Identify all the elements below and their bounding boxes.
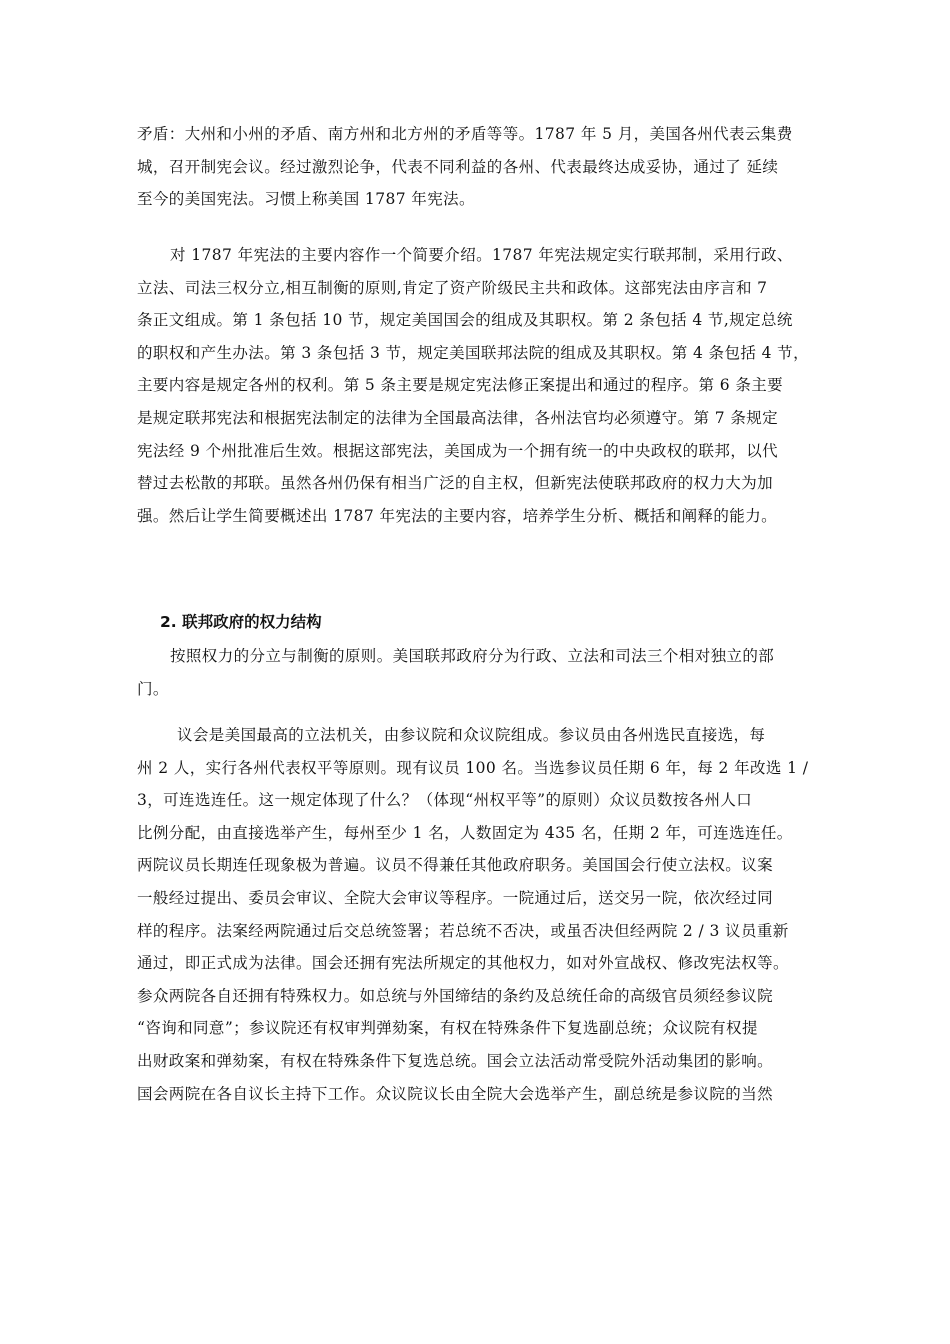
text-line: 矛盾：大州和小州的矛盾、南方州和北方州的矛盾等等。1787 年 5 月，美国各州代表云集费: [137, 125, 793, 143]
text-line: 主要内容是规定各州的权利。第 5 条主要是规定宪法修正案提出和通过的程序。第 6 条主要: [137, 376, 784, 395]
text-line: 替过去松散的邦联。虽然各州仍保有相当广泛的自主权，但新宪法使联邦政府的权力大为加: [137, 474, 774, 493]
paragraph-separation-of-powers: [137, 640, 827, 705]
text-line: 城，召开制宪会议。经过激烈论争，代表不同利益的各州、代表最终达成妥协，通过了 延续: [137, 157, 779, 176]
text-line: 两院议员长期连任现象极为普遍。议员不得兼任其他政府职务。美国国会行使立法权。议案: [137, 856, 774, 875]
text-line: 按照权力的分立与制衡的原则。美国联邦政府分为行政、立法和司法三个相对独立的部: [170, 647, 775, 665]
text-line: 对 1787 年宪法的主要内容作一个简要介绍。1787 年宪法规定实行联邦制，采用行政、: [170, 246, 793, 264]
text-line: 的职权和产生办法。第 3 条包括 3 节，规定美国联邦法院的组成及其职权。第 4 条包括 4 节，: [137, 343, 809, 362]
paragraph-congress: [137, 719, 827, 1110]
text-line: 通过，即正式成为法律。国会还拥有宪法所规定的其他权力，如对外宣战权、修改宪法权等。: [137, 954, 789, 973]
paragraph-constitution-contents: [137, 239, 827, 532]
text-line: 比例分配，由直接选举产生，每州至少 1 名，人数固定为 435 名，任期 2 年，可连选连任。: [137, 823, 793, 842]
text-line: 3，可连选连任。这一规定体现了什么？（体现“州权平等”的原则）众议员数按各州人口: [137, 791, 753, 810]
text-line: 条正文组成。第 1 条包括 10 节，规定美国国会的组成及其职权。第 2 条包括 4 节,规定总统: [137, 311, 793, 330]
text-line: 宪法经 9 个州批准后生效。根据这部宪法，美国成为一个拥有统一的中央政权的联邦，以代: [137, 441, 779, 460]
paragraph-constitutional-convention: [137, 118, 827, 216]
text-line: 至今的美国宪法。习惯上称美国 1787 年宪法。: [137, 190, 475, 209]
text-line: 强。然后让学生简要概述出 1787 年宪法的主要内容，培养学生分析、概括和阐释的能力。: [137, 506, 778, 525]
text-line: 门。: [137, 679, 169, 698]
text-line: 一般经过提出、委员会审议、全院大会审议等程序。一院通过后，送交另一院，依次经过同: [137, 888, 774, 907]
text-line: 国会两院在各自议长主持下工作。众议院议长由全院大会选举产生，副总统是参议院的当然: [137, 1084, 774, 1103]
text-line: 是规定联邦宪法和根据宪法制定的法律为全国最高法律，各州法官均必须遵守。第 7 条规定: [137, 408, 779, 427]
text-line: 出财政案和弹劾案，有权在特殊条件下复选总统。国会立法活动常受院外活动集团的影响。: [137, 1051, 774, 1070]
text-line: 样的程序。法案经两院通过后交总统签署；若总统不否决，或虽否决但经两院 2 / 3 议员重新: [137, 921, 789, 940]
section-heading: 2. 联邦政府的权力结构: [160, 613, 322, 631]
text-line: 立法、司法三权分立,相互制衡的原则,肯定了资产阶级民主共和政体。这部宪法由序言和 7: [137, 278, 768, 297]
text-line: 参众两院各自还拥有特殊权力。如总统与外国缔结的条约及总统任命的高级官员须经参议院: [137, 986, 774, 1005]
text-line: 州 2 人，实行各州代表权平等原则。现有议员 100 名。当选参议员任期 6 年，每 2 年改选 1 /: [137, 758, 809, 777]
text-line: “咨询和同意”；参议院还有权审判弹劾案，有权在特殊条件下复选副总统；众议院有权提: [137, 1019, 758, 1038]
text-line: 议会是美国最高的立法机关，由参议院和众议院组成。参议员由各州选民直接选，每: [177, 726, 766, 744]
